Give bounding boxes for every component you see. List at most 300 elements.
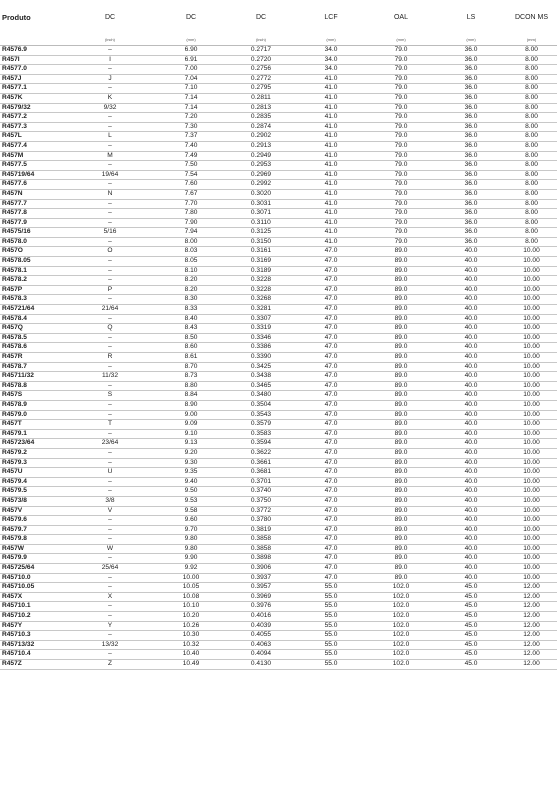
cell-dcon-ms: 8.00 [506,113,557,123]
table-row [0,592,557,602]
cell-ls: 40.0 [436,410,506,420]
cell-dc-decimal: 0.2813 [226,103,296,113]
cell-dc-mm: 9.70 [156,525,226,535]
cell-ls: 40.0 [436,535,506,545]
cell-lcf: 47.0 [296,391,366,401]
cell-oal: 102.0 [366,631,436,641]
table-row [0,161,557,171]
cell-produto: R457I [0,55,64,65]
cell-lcf: 55.0 [296,621,366,631]
table-row [0,151,557,161]
cell-lcf: 41.0 [296,170,366,180]
cell-produto: R457M [0,151,64,161]
cell-dc-inch: V [64,506,156,516]
table-row [0,170,557,180]
cell-ls: 40.0 [436,458,506,468]
cell-dc-inch: – [64,525,156,535]
table-body [0,46,557,670]
cell-ls: 40.0 [436,468,506,478]
cell-ls: 40.0 [436,285,506,295]
cell-dc-mm: 7.40 [156,141,226,151]
cell-lcf: 47.0 [296,410,366,420]
cell-ls: 36.0 [436,55,506,65]
cell-lcf: 41.0 [296,180,366,190]
cell-dc-inch: – [64,631,156,641]
header-oal: OAL [393,13,408,21]
cell-ls: 40.0 [436,257,506,267]
table-row [0,429,557,439]
cell-dc-inch: 9/32 [64,103,156,113]
cell-produto: R4578.05 [0,257,64,267]
table-row [0,209,557,219]
cell-dc-mm: 7.37 [156,132,226,142]
cell-lcf: 47.0 [296,257,366,267]
cell-dc-mm: 8.33 [156,305,226,315]
cell-ls: 40.0 [436,276,506,286]
table-header [0,0,557,46]
cell-dc-inch: L [64,132,156,142]
cell-dcon-ms: 10.00 [506,429,557,439]
cell-dc-mm: 7.14 [156,93,226,103]
cell-produto: R4577.2 [0,113,64,123]
cell-dcon-ms: 10.00 [506,496,557,506]
cell-produto: R45710.3 [0,631,64,641]
cell-oal: 89.0 [366,429,436,439]
cell-lcf: 55.0 [296,660,366,670]
cell-dc-mm: 9.60 [156,516,226,526]
header-dcon-ms: DCON MS [514,13,549,21]
cell-produto: R4577.8 [0,209,64,219]
table-row [0,640,557,650]
cell-lcf: 47.0 [296,343,366,353]
cell-dc-inch: P [64,285,156,295]
cell-oal: 79.0 [366,228,436,238]
cell-oal: 89.0 [366,516,436,526]
cell-dc-mm: 8.20 [156,276,226,286]
cell-ls: 40.0 [436,362,506,372]
table-row [0,285,557,295]
table-row [0,266,557,276]
cell-oal: 89.0 [366,305,436,315]
table-row [0,621,557,631]
cell-dc-inch: R [64,353,156,363]
cell-lcf: 47.0 [296,276,366,286]
cell-dc-decimal: 0.2835 [226,113,296,123]
cell-lcf: 55.0 [296,592,366,602]
cell-ls: 40.0 [436,506,506,516]
cell-produto: R4577.7 [0,199,64,209]
cell-lcf: 55.0 [296,583,366,593]
cell-dc-decimal: 0.3169 [226,257,296,267]
cell-ls: 36.0 [436,122,506,132]
header-ls: LS [466,13,476,21]
cell-oal: 89.0 [366,468,436,478]
cell-ls: 40.0 [436,247,506,257]
cell-dc-mm: 9.92 [156,564,226,574]
table-row [0,420,557,430]
cell-ls: 40.0 [436,573,506,583]
cell-dc-decimal: 0.3594 [226,439,296,449]
cell-oal: 89.0 [366,276,436,286]
table-row [0,295,557,305]
cell-ls: 40.0 [436,295,506,305]
cell-produto: R4578.6 [0,343,64,353]
cell-dcon-ms: 10.00 [506,362,557,372]
cell-ls: 40.0 [436,439,506,449]
cell-lcf: 47.0 [296,333,366,343]
cell-oal: 79.0 [366,161,436,171]
cell-dc-mm: 8.84 [156,391,226,401]
cell-dc-decimal: 0.3386 [226,343,296,353]
cell-oal: 89.0 [366,544,436,554]
cell-oal: 79.0 [366,132,436,142]
cell-produto: R45719/64 [0,170,64,180]
cell-oal: 89.0 [366,266,436,276]
cell-ls: 36.0 [436,151,506,161]
cell-oal: 79.0 [366,55,436,65]
cell-dc-decimal: 0.4016 [226,612,296,622]
cell-dc-inch: – [64,400,156,410]
cell-produto: R45710.1 [0,602,64,612]
cell-dcon-ms: 12.00 [506,631,557,641]
cell-ls: 45.0 [436,583,506,593]
cell-oal: 89.0 [366,400,436,410]
cell-dc-decimal: 0.3150 [226,237,296,247]
cell-dc-inch: Z [64,660,156,670]
cell-dc-mm: 8.60 [156,343,226,353]
cell-ls: 45.0 [436,660,506,670]
cell-lcf: 55.0 [296,631,366,641]
cell-dcon-ms: 12.00 [506,660,557,670]
cell-dc-mm: 7.00 [156,65,226,75]
cell-oal: 89.0 [366,362,436,372]
cell-oal: 79.0 [366,170,436,180]
cell-lcf: 41.0 [296,122,366,132]
cell-dcon-ms: 10.00 [506,353,557,363]
cell-dcon-ms: 8.00 [506,141,557,151]
cell-ls: 40.0 [436,305,506,315]
cell-dc-mm: 7.10 [156,84,226,94]
table-row [0,103,557,113]
cell-dcon-ms: 10.00 [506,448,557,458]
cell-lcf: 47.0 [296,506,366,516]
cell-produto: R4578.7 [0,362,64,372]
cell-dc-inch: – [64,612,156,622]
cell-dc-decimal: 0.3346 [226,333,296,343]
cell-dcon-ms: 10.00 [506,247,557,257]
table-row [0,535,557,545]
cell-lcf: 41.0 [296,93,366,103]
cell-produto: R4577.1 [0,84,64,94]
cell-oal: 102.0 [366,621,436,631]
cell-lcf: 47.0 [296,477,366,487]
cell-dcon-ms: 8.00 [506,93,557,103]
cell-ls: 45.0 [436,631,506,641]
unit-cell: (mm) [156,34,226,46]
cell-dc-decimal: 0.4130 [226,660,296,670]
cell-dc-mm: 8.61 [156,353,226,363]
cell-lcf: 41.0 [296,237,366,247]
cell-ls: 36.0 [436,180,506,190]
cell-lcf: 34.0 [296,55,366,65]
cell-dc-decimal: 0.2913 [226,141,296,151]
cell-dcon-ms: 10.00 [506,544,557,554]
cell-oal: 89.0 [366,420,436,430]
cell-dc-inch: – [64,180,156,190]
cell-dc-inch: O [64,247,156,257]
cell-lcf: 47.0 [296,362,366,372]
cell-ls: 40.0 [436,487,506,497]
table-row [0,65,557,75]
cell-dcon-ms: 10.00 [506,487,557,497]
cell-produto: R4579.3 [0,458,64,468]
cell-lcf: 47.0 [296,573,366,583]
cell-dc-decimal: 0.3071 [226,209,296,219]
cell-lcf: 47.0 [296,305,366,315]
cell-dc-inch: – [64,237,156,247]
cell-produto: R4578.0 [0,237,64,247]
cell-oal: 102.0 [366,650,436,660]
cell-dcon-ms: 10.00 [506,458,557,468]
cell-dc-inch: – [64,535,156,545]
cell-produto: R4577.0 [0,65,64,75]
cell-dc-inch: – [64,583,156,593]
cell-ls: 40.0 [436,381,506,391]
cell-ls: 36.0 [436,132,506,142]
table-row [0,333,557,343]
cell-dc-inch: – [64,573,156,583]
table-row [0,324,557,334]
cell-produto: R457S [0,391,64,401]
cell-oal: 89.0 [366,573,436,583]
cell-ls: 40.0 [436,554,506,564]
cell-produto: R45721/64 [0,305,64,315]
cell-oal: 89.0 [366,525,436,535]
cell-dc-inch: T [64,420,156,430]
table-row [0,276,557,286]
cell-dc-mm: 10.08 [156,592,226,602]
cell-produto: R457V [0,506,64,516]
table-row [0,554,557,564]
cell-dc-mm: 8.43 [156,324,226,334]
cell-dc-mm: 10.49 [156,660,226,670]
table-row [0,583,557,593]
cell-dcon-ms: 10.00 [506,343,557,353]
cell-dc-mm: 7.49 [156,151,226,161]
cell-dc-mm: 9.90 [156,554,226,564]
cell-lcf: 47.0 [296,468,366,478]
cell-lcf: 47.0 [296,448,366,458]
cell-dc-mm: 10.20 [156,612,226,622]
table-row [0,132,557,142]
cell-dcon-ms: 8.00 [506,218,557,228]
cell-dc-decimal: 0.3281 [226,305,296,315]
table-row [0,218,557,228]
cell-dc-mm: 9.35 [156,468,226,478]
unit-cell: (inch) [226,34,296,46]
cell-dc-decimal: 0.2756 [226,65,296,75]
table-row [0,180,557,190]
cell-ls: 40.0 [436,353,506,363]
cell-dc-decimal: 0.3701 [226,477,296,487]
table-row [0,468,557,478]
cell-dc-mm: 7.90 [156,218,226,228]
cell-oal: 102.0 [366,612,436,622]
cell-dc-inch: – [64,650,156,660]
cell-oal: 102.0 [366,583,436,593]
cell-lcf: 47.0 [296,372,366,382]
cell-dc-decimal: 0.3319 [226,324,296,334]
cell-dc-decimal: 0.3898 [226,554,296,564]
cell-dc-mm: 7.04 [156,74,226,84]
cell-lcf: 47.0 [296,314,366,324]
cell-dc-decimal: 0.3957 [226,583,296,593]
table-row [0,247,557,257]
cell-dc-mm: 8.05 [156,257,226,267]
cell-produto: R45710.2 [0,612,64,622]
cell-oal: 79.0 [366,46,436,56]
cell-dc-inch: 25/64 [64,564,156,574]
cell-ls: 40.0 [436,266,506,276]
unit-cell: (mm) [436,34,506,46]
cell-oal: 79.0 [366,237,436,247]
cell-ls: 40.0 [436,391,506,401]
cell-dc-mm: 8.70 [156,362,226,372]
cell-dc-inch: S [64,391,156,401]
cell-oal: 89.0 [366,554,436,564]
cell-produto: R4578.8 [0,381,64,391]
cell-dc-inch: 5/16 [64,228,156,238]
cell-dc-inch: – [64,84,156,94]
cell-dc-inch: 13/32 [64,640,156,650]
cell-dc-mm: 9.40 [156,477,226,487]
cell-lcf: 55.0 [296,650,366,660]
cell-dcon-ms: 12.00 [506,640,557,650]
table-row [0,237,557,247]
cell-lcf: 47.0 [296,554,366,564]
cell-dc-decimal: 0.3228 [226,285,296,295]
cell-dc-mm: 10.10 [156,602,226,612]
cell-produto: R4578.1 [0,266,64,276]
cell-oal: 79.0 [366,84,436,94]
cell-oal: 102.0 [366,602,436,612]
cell-dc-inch: – [64,516,156,526]
table-row [0,439,557,449]
cell-ls: 40.0 [436,343,506,353]
cell-dcon-ms: 10.00 [506,525,557,535]
cell-oal: 89.0 [366,295,436,305]
cell-lcf: 41.0 [296,161,366,171]
table-row [0,477,557,487]
cell-lcf: 41.0 [296,103,366,113]
cell-ls: 40.0 [436,496,506,506]
cell-dcon-ms: 10.00 [506,285,557,295]
cell-dc-inch: – [64,477,156,487]
cell-dcon-ms: 8.00 [506,161,557,171]
table-row [0,113,557,123]
cell-oal: 79.0 [366,218,436,228]
cell-dc-decimal: 0.2902 [226,132,296,142]
cell-dc-decimal: 0.3125 [226,228,296,238]
cell-dc-decimal: 0.3543 [226,410,296,420]
cell-ls: 40.0 [436,314,506,324]
cell-dc-decimal: 0.4094 [226,650,296,660]
cell-dc-inch: – [64,429,156,439]
cell-lcf: 41.0 [296,132,366,142]
cell-produto: R4575/16 [0,228,64,238]
cell-lcf: 41.0 [296,218,366,228]
cell-dc-inch: – [64,448,156,458]
table-row [0,314,557,324]
cell-dc-inch: 23/64 [64,439,156,449]
cell-oal: 79.0 [366,65,436,75]
cell-produto: R457Y [0,621,64,631]
cell-dc-inch: 21/64 [64,305,156,315]
cell-lcf: 47.0 [296,400,366,410]
cell-oal: 102.0 [366,592,436,602]
cell-dc-decimal: 0.3480 [226,391,296,401]
cell-produto: R457W [0,544,64,554]
cell-dc-decimal: 0.4039 [226,621,296,631]
cell-ls: 36.0 [436,161,506,171]
cell-dc-mm: 8.00 [156,237,226,247]
cell-dc-mm: 8.90 [156,400,226,410]
cell-dc-inch: J [64,74,156,84]
cell-produto: R4579.2 [0,448,64,458]
cell-dcon-ms: 8.00 [506,84,557,94]
cell-dcon-ms: 10.00 [506,295,557,305]
cell-dcon-ms: 8.00 [506,122,557,132]
cell-ls: 40.0 [436,525,506,535]
cell-dc-inch: – [64,602,156,612]
cell-produto: R4577.5 [0,161,64,171]
cell-dc-decimal: 0.2772 [226,74,296,84]
cell-oal: 79.0 [366,113,436,123]
cell-lcf: 41.0 [296,199,366,209]
cell-dc-decimal: 0.3937 [226,573,296,583]
cell-lcf: 41.0 [296,113,366,123]
unit-cell: (mm) [366,34,436,46]
cell-dcon-ms: 10.00 [506,391,557,401]
cell-produto: R4578.4 [0,314,64,324]
table-row [0,650,557,660]
cell-dcon-ms: 10.00 [506,333,557,343]
cell-oal: 89.0 [366,448,436,458]
cell-dc-mm: 7.50 [156,161,226,171]
cell-ls: 45.0 [436,650,506,660]
cell-oal: 89.0 [366,477,436,487]
cell-lcf: 47.0 [296,353,366,363]
table-row [0,391,557,401]
cell-dc-decimal: 0.3819 [226,525,296,535]
cell-dc-inch: M [64,151,156,161]
cell-dc-inch: – [64,122,156,132]
cell-dc-inch: – [64,161,156,171]
cell-dc-decimal: 0.3858 [226,535,296,545]
cell-dcon-ms: 8.00 [506,55,557,65]
cell-ls: 36.0 [436,170,506,180]
cell-lcf: 47.0 [296,285,366,295]
cell-dcon-ms: 8.00 [506,180,557,190]
unit-cell: (mm) [506,34,557,46]
cell-dc-decimal: 0.3031 [226,199,296,209]
cell-ls: 45.0 [436,592,506,602]
cell-lcf: 47.0 [296,324,366,334]
table-row [0,506,557,516]
cell-dc-inch: 11/32 [64,372,156,382]
cell-dc-inch: – [64,554,156,564]
cell-produto: R4579.7 [0,525,64,535]
